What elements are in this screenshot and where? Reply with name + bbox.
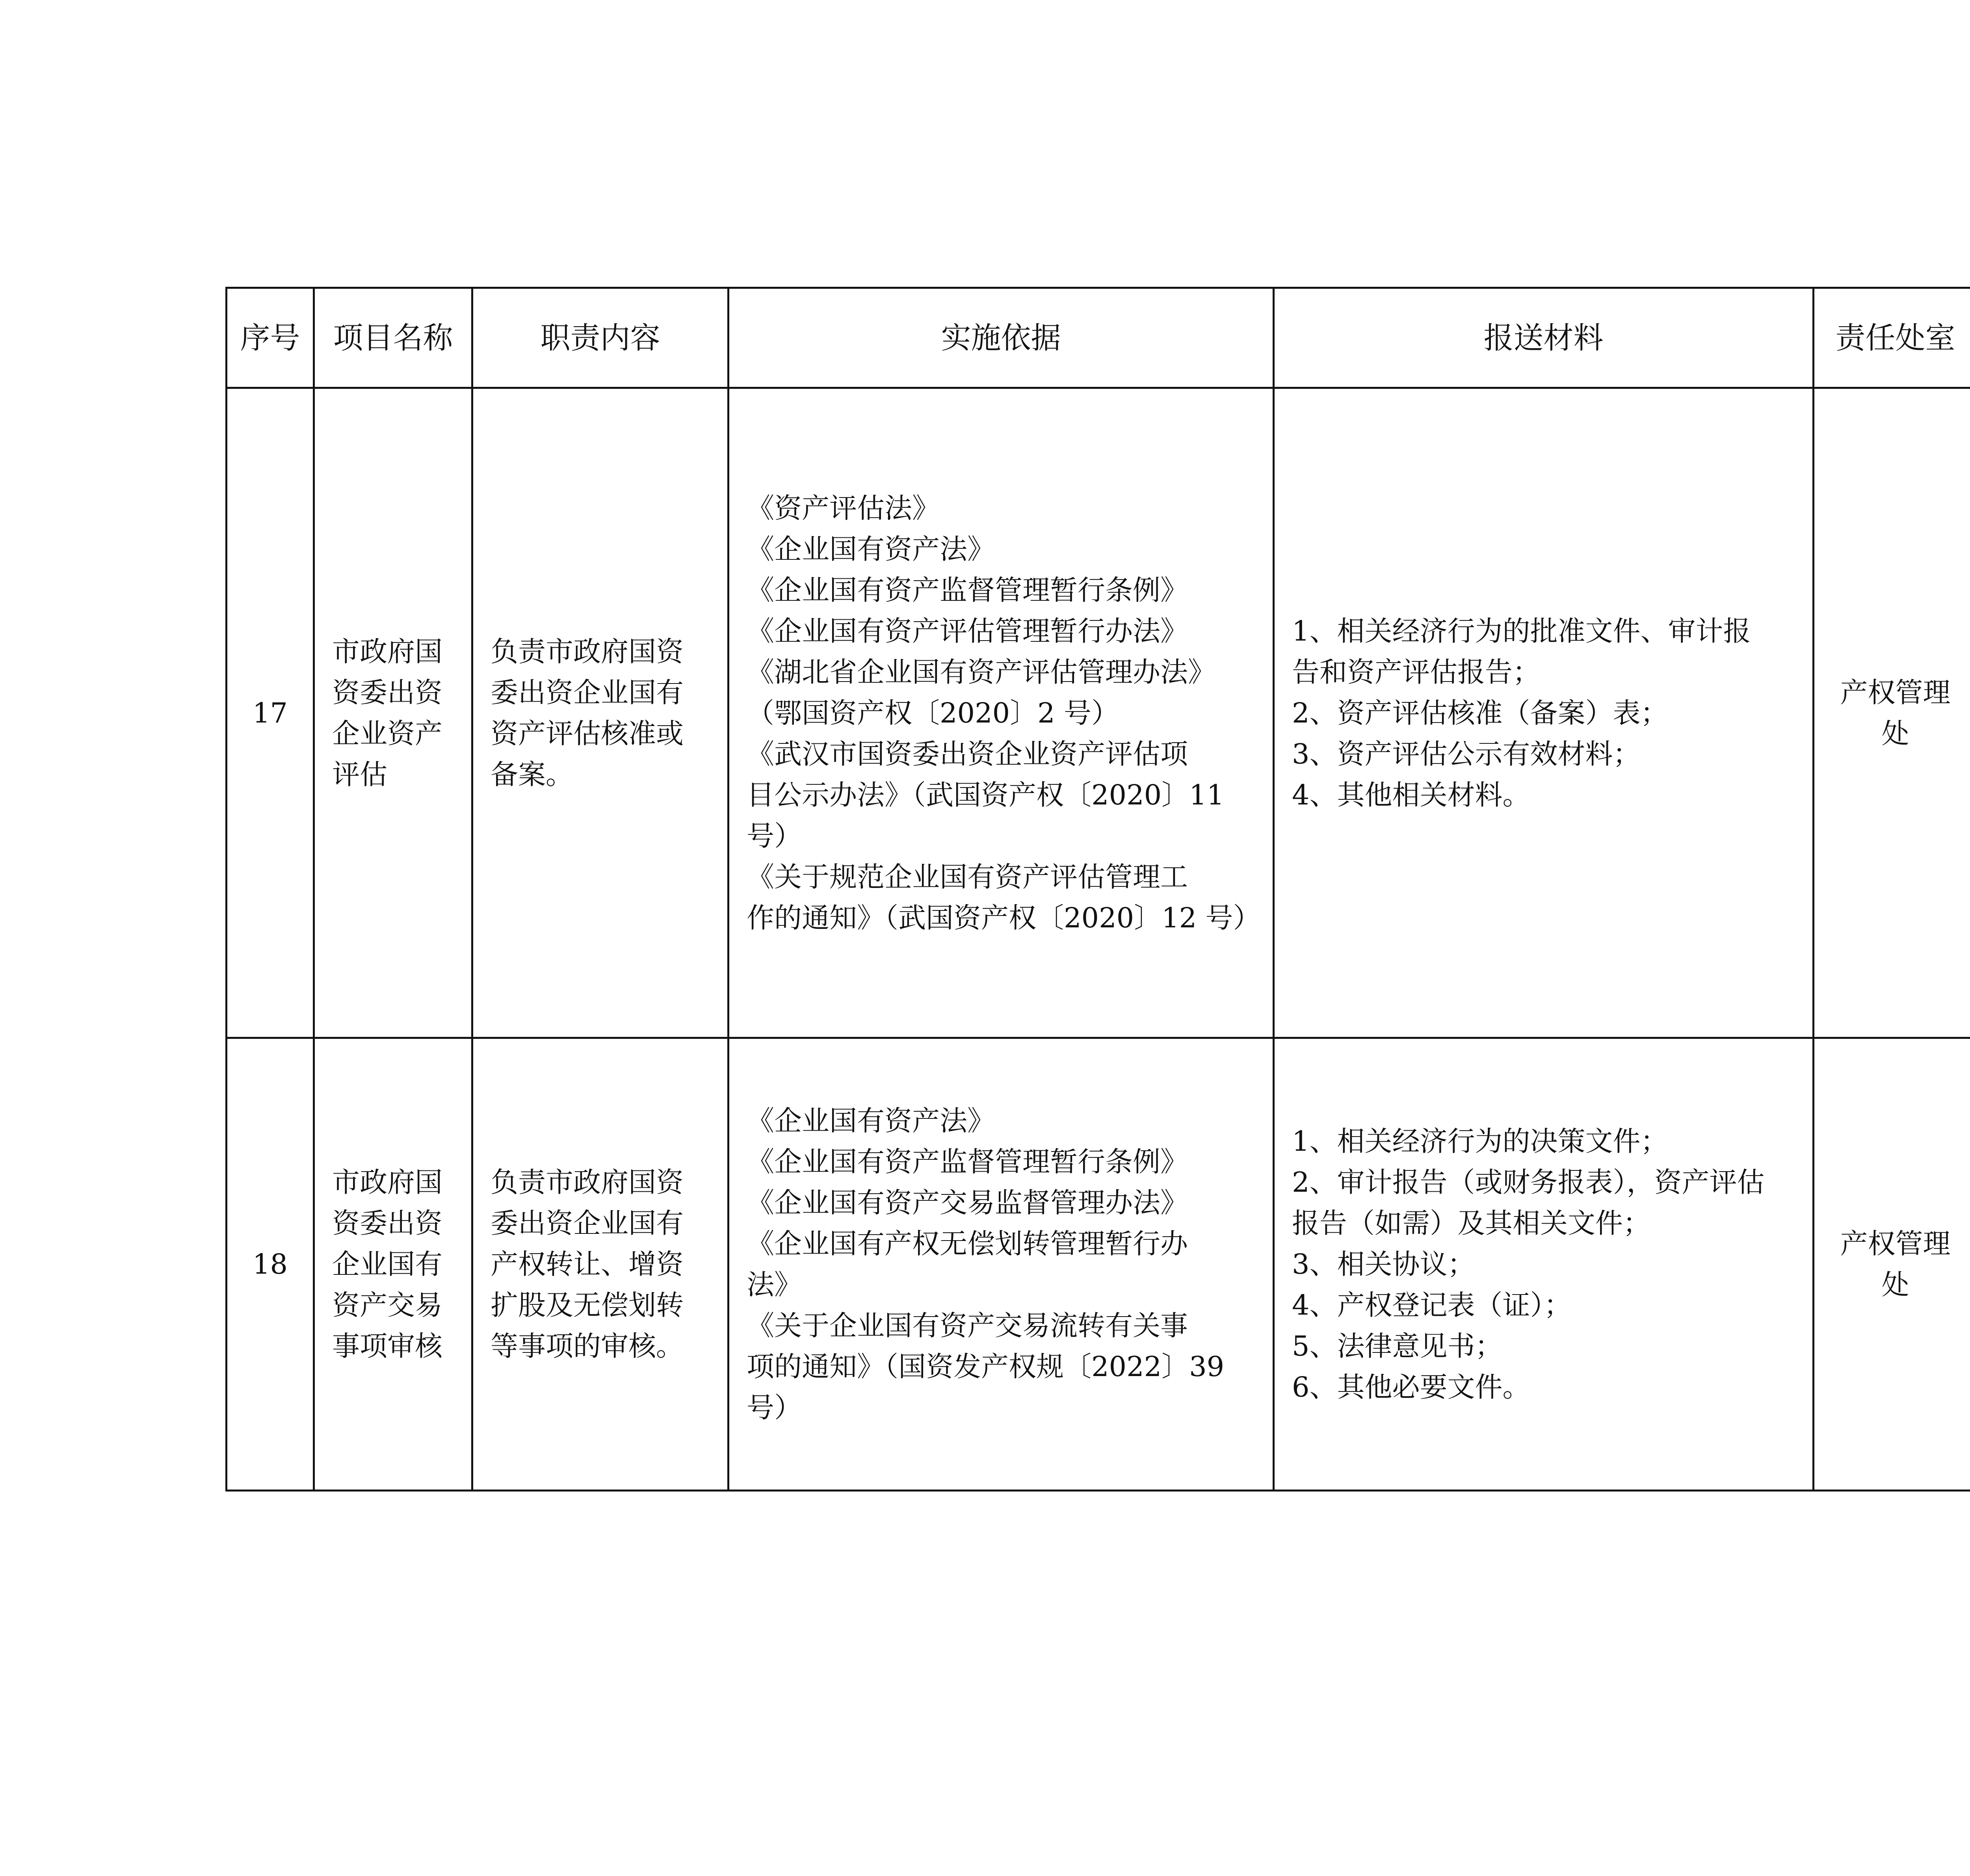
row-duty: 负责市政府国资委出资企业国有资产评估核准或备案。 bbox=[472, 388, 729, 1038]
basis-line: 号） bbox=[747, 819, 802, 852]
materials-line: 3、相关协议； bbox=[1292, 1248, 1475, 1280]
basis-line: 项的通知》（国资发产权规〔2022〕39 bbox=[747, 1350, 1225, 1383]
row-duty: 负责市政府国资委出资企业国有产权转让、增资扩股及无偿划转等事项的审核。 bbox=[472, 1038, 729, 1491]
basis-line: 《企业国有产权无偿划转管理暂行办 bbox=[747, 1228, 1188, 1260]
materials-line: 1、相关经济行为的批准文件、审计报 bbox=[1292, 615, 1751, 647]
row-materials bbox=[1274, 1038, 1814, 1491]
basis-line: （鄂国资产权〔2020〕2 号） bbox=[747, 697, 1119, 729]
materials-line: 4、其他相关材料。 bbox=[1292, 778, 1530, 811]
materials-line: 2、资产评估核准（备案）表； bbox=[1292, 697, 1668, 729]
row-seq: 17 bbox=[227, 388, 314, 1038]
header-seq: 序号 bbox=[227, 288, 314, 388]
row-materials bbox=[1274, 388, 1814, 1038]
materials-line: 1、相关经济行为的决策文件； bbox=[1292, 1125, 1668, 1157]
header-name: 项目名称 bbox=[314, 288, 472, 388]
row-seq: 18 bbox=[227, 1038, 314, 1491]
basis-line: 《关于规范企业国有资产评估管理工 bbox=[747, 860, 1188, 893]
basis-line: 作的通知》（武国资产权〔2020〕12 号） bbox=[747, 901, 1261, 934]
table-header-row bbox=[227, 288, 1970, 388]
basis-line: 《资产评估法》 bbox=[747, 492, 940, 524]
materials-line: 告和资产评估报告； bbox=[1292, 656, 1540, 688]
row-office: 产权管理处 bbox=[1814, 1038, 1970, 1491]
basis-line: 《企业国有资产法》 bbox=[747, 1105, 995, 1137]
basis-line: 目公示办法》（武国资产权〔2020〕11 bbox=[747, 778, 1225, 811]
materials-line: 报告（如需）及其相关文件； bbox=[1292, 1207, 1650, 1239]
basis-line: 《企业国有资产评估管理暂行办法》 bbox=[747, 615, 1188, 647]
materials-line: 4、产权登记表（证）； bbox=[1292, 1289, 1572, 1321]
materials-line: 3、资产评估公示有效材料； bbox=[1292, 737, 1641, 770]
basis-line: 《企业国有资产交易监督管理办法》 bbox=[747, 1187, 1188, 1219]
row-office: 产权管理处 bbox=[1814, 388, 1970, 1038]
table-row bbox=[227, 1038, 1970, 1491]
basis-line: 《企业国有资产监督管理暂行条例》 bbox=[747, 574, 1188, 606]
materials-line: 5、法律意见书； bbox=[1292, 1330, 1503, 1362]
row-basis bbox=[729, 1038, 1274, 1491]
table-row bbox=[227, 388, 1970, 1038]
header-office: 责任处室 bbox=[1814, 288, 1970, 388]
basis-line: 号） bbox=[747, 1391, 802, 1424]
duty-table bbox=[225, 287, 1970, 1492]
basis-line: 《武汉市国资委出资企业资产评估项 bbox=[747, 737, 1188, 770]
basis-line: 《湖北省企业国有资产评估管理办法》 bbox=[747, 656, 1215, 688]
header-materials: 报送材料 bbox=[1274, 288, 1814, 388]
basis-line: 《企业国有资产监督管理暂行条例》 bbox=[747, 1146, 1188, 1178]
row-name: 市政府国资委出资企业资产评估 bbox=[314, 388, 472, 1038]
basis-line: 法》 bbox=[747, 1269, 802, 1301]
basis-line: 《关于企业国有资产交易流转有关事 bbox=[747, 1309, 1188, 1342]
header-duty: 职责内容 bbox=[472, 288, 729, 388]
header-basis: 实施依据 bbox=[729, 288, 1274, 388]
materials-line: 2、审计报告（或财务报表），资产评估 bbox=[1292, 1166, 1765, 1198]
row-name: 市政府国资委出资企业国有资产交易事项审核 bbox=[314, 1038, 472, 1491]
basis-line: 《企业国有资产法》 bbox=[747, 533, 995, 565]
row-basis bbox=[729, 388, 1274, 1038]
materials-line: 6、其他必要文件。 bbox=[1292, 1371, 1530, 1403]
